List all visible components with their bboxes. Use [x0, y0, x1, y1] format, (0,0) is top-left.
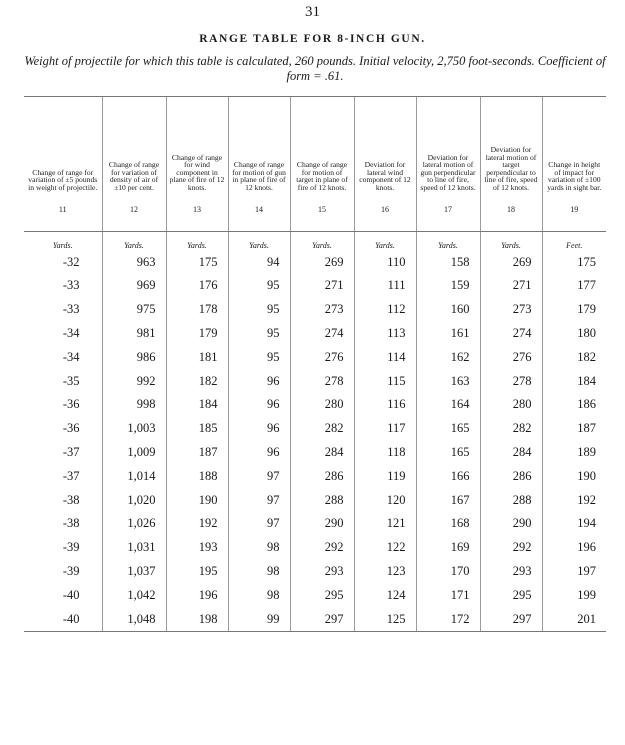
table-cell: 293 — [290, 559, 354, 583]
table-cell: 273 — [290, 297, 354, 321]
column-header: Deviation for lateral motion of gun perpendicular to line of fire, speed of 12 knots. — [416, 97, 480, 206]
table-cell: 159 — [416, 274, 480, 297]
table-cell: 186 — [542, 393, 606, 416]
table-cell: 184 — [166, 393, 228, 416]
table-cell: 194 — [542, 512, 606, 535]
table-cell: 177 — [542, 274, 606, 297]
table-cell: 992 — [102, 369, 166, 393]
table-cell: 172 — [416, 607, 480, 632]
column-number: 19 — [542, 205, 606, 232]
table-cell: 98 — [228, 583, 290, 607]
table-row — [24, 369, 606, 393]
table-cell: 110 — [354, 250, 416, 274]
table-cell: 297 — [480, 607, 542, 632]
table-cell: 96 — [228, 440, 290, 464]
table-cell: 271 — [290, 274, 354, 297]
table-cell: 975 — [102, 297, 166, 321]
table-row — [24, 274, 606, 297]
table-cell: 98 — [228, 559, 290, 583]
table-cell: 1,037 — [102, 559, 166, 583]
table-cell: 117 — [354, 416, 416, 440]
table-row — [24, 416, 606, 440]
column-header: Deviation for lateral wind component of 12 knots. — [354, 97, 416, 206]
table-cell: -38 — [62, 516, 80, 530]
table-cell: 198 — [166, 607, 228, 632]
table-cell: 168 — [416, 512, 480, 535]
table-cell: 284 — [290, 440, 354, 464]
table-cell: 114 — [354, 345, 416, 369]
table-cell: 182 — [166, 369, 228, 393]
table-cell: 998 — [102, 393, 166, 416]
table-cell: 158 — [416, 250, 480, 274]
table-cell: 165 — [416, 416, 480, 440]
table-cell: 113 — [354, 321, 416, 345]
column-unit: Yards. — [166, 232, 228, 251]
table-cell: 96 — [228, 393, 290, 416]
table-cell: 162 — [416, 345, 480, 369]
table-cell: 280 — [480, 393, 542, 416]
page-number: 31 — [305, 4, 320, 20]
table-cell: -36 — [62, 397, 80, 411]
table-cell: 169 — [416, 535, 480, 559]
column-unit: Yards. — [228, 232, 290, 251]
table-cell: -37 — [62, 468, 80, 483]
table-cell: 1,026 — [102, 512, 166, 535]
table-cell: 182 — [542, 345, 606, 369]
table-cell: 282 — [480, 416, 542, 440]
table-row — [24, 559, 606, 583]
table-cell: -40 — [62, 587, 80, 602]
table-cell: 175 — [542, 250, 606, 274]
table-cell: 193 — [166, 535, 228, 559]
column-header: Change of range for motion of target in plane of fire of 12 knots. — [290, 97, 354, 206]
table-cell: 1,048 — [102, 607, 166, 632]
table-cell: 164 — [416, 393, 480, 416]
table-cell: 184 — [542, 369, 606, 393]
table-cell: 290 — [480, 512, 542, 535]
table-cell: 190 — [166, 488, 228, 512]
table-cell: -37 — [62, 444, 80, 459]
table-cell: 94 — [228, 250, 290, 274]
table-cell: -39 — [62, 563, 80, 578]
column-number: 12 — [102, 205, 166, 232]
table-cell: 284 — [480, 440, 542, 464]
table-row — [24, 488, 606, 512]
table-cell: 99 — [228, 607, 290, 632]
table-cell: 116 — [354, 393, 416, 416]
column-unit: Yards. — [416, 232, 480, 251]
range-table — [24, 96, 606, 632]
table-cell: 163 — [416, 369, 480, 393]
table-cell: 1,042 — [102, 583, 166, 607]
table-row — [24, 250, 606, 274]
column-number: 11 — [24, 205, 102, 232]
table-cell: 1,014 — [102, 464, 166, 488]
table-cell: 179 — [166, 321, 228, 345]
table-cell: 282 — [290, 416, 354, 440]
table-cell: 176 — [166, 274, 228, 297]
table-cell: 190 — [542, 464, 606, 488]
table-cell: 963 — [102, 250, 166, 274]
table-cell: -35 — [62, 373, 80, 388]
table-cell: -33 — [62, 278, 80, 292]
table-cell: 274 — [480, 321, 542, 345]
table-cell: 125 — [354, 607, 416, 632]
table-cell: 161 — [416, 321, 480, 345]
table-cell: 288 — [290, 488, 354, 512]
table-cell: 1,003 — [102, 416, 166, 440]
column-header: Change of range for variation of ±5 pounds in weight of projectile. — [24, 97, 102, 206]
table-cell: 189 — [542, 440, 606, 464]
column-unit: Yards. — [480, 232, 542, 251]
column-unit: Yards. — [52, 241, 73, 250]
table-cell: 1,009 — [102, 440, 166, 464]
column-unit: Feet. — [542, 232, 606, 251]
table-cell: 111 — [354, 274, 416, 297]
table-cell: 192 — [166, 512, 228, 535]
table-cell: 121 — [354, 512, 416, 535]
table-cell: 167 — [416, 488, 480, 512]
table-cell: 986 — [102, 345, 166, 369]
table-cell: 175 — [166, 250, 228, 274]
table-row — [24, 440, 606, 464]
column-unit: Yards. — [290, 232, 354, 251]
table-cell: 278 — [290, 369, 354, 393]
table-cell: 165 — [416, 440, 480, 464]
table-cell: 178 — [166, 297, 228, 321]
table-cell: 97 — [228, 464, 290, 488]
table-cell: -34 — [62, 325, 80, 340]
table-cell: -39 — [62, 539, 80, 554]
table-cell: 269 — [480, 250, 542, 274]
table-cell: 97 — [228, 512, 290, 535]
column-header: Change in height of impact for variation of ±100 yards in sight bar. — [542, 97, 606, 206]
column-number: 18 — [480, 205, 542, 232]
table-cell: 292 — [480, 535, 542, 559]
table-cell: 123 — [354, 559, 416, 583]
table-cell: 166 — [416, 464, 480, 488]
table-cell: 295 — [290, 583, 354, 607]
table-row — [24, 583, 606, 607]
table-row — [24, 607, 606, 632]
table-cell: -36 — [62, 420, 80, 435]
table-row — [24, 535, 606, 559]
column-header: Change of range for motion of gun in plane of fire of 12 knots. — [228, 97, 290, 206]
table-cell: 96 — [228, 369, 290, 393]
table-row — [24, 464, 606, 488]
table-cell: 195 — [166, 559, 228, 583]
table-cell: 95 — [228, 321, 290, 345]
column-unit: Yards. — [102, 232, 166, 251]
table-subtitle: Weight of projectile for which this table is calculated, 260 pounds. Initial velocity, 2,750 foot-seconds. Coefficient of form = .61. — [24, 54, 606, 83]
table-cell: -38 — [62, 492, 80, 507]
table-cell: 201 — [542, 607, 606, 632]
table-cell: 981 — [102, 321, 166, 345]
column-header: Change of range for wind component in plane of fire of 12 knots. — [166, 97, 228, 206]
table-cell: 181 — [166, 345, 228, 369]
table-cell: 269 — [290, 250, 354, 274]
table-cell: 120 — [354, 488, 416, 512]
table-cell: 124 — [354, 583, 416, 607]
table-cell: 293 — [480, 559, 542, 583]
table-cell: 290 — [290, 512, 354, 535]
table-cell: 187 — [542, 416, 606, 440]
table-cell: 118 — [354, 440, 416, 464]
table-row — [24, 321, 606, 345]
table-cell: 278 — [480, 369, 542, 393]
table-cell: 188 — [166, 464, 228, 488]
table-cell: 295 — [480, 583, 542, 607]
table-cell: 170 — [416, 559, 480, 583]
column-number: 17 — [416, 205, 480, 232]
table-row — [24, 393, 606, 416]
table-cell: 286 — [480, 464, 542, 488]
column-number: 13 — [166, 205, 228, 232]
column-header: Change of range for variation of density of air of ±10 per cent. — [102, 97, 166, 206]
table-cell: 196 — [166, 583, 228, 607]
table-cell: -40 — [24, 607, 102, 632]
table-cell: 297 — [290, 607, 354, 632]
table-cell: 122 — [354, 535, 416, 559]
table-cell: 192 — [542, 488, 606, 512]
table-cell: 276 — [480, 345, 542, 369]
table-cell: 196 — [542, 535, 606, 559]
table-cell: 96 — [228, 416, 290, 440]
table-cell: -33 — [62, 301, 80, 316]
table-cell: -34 — [62, 349, 80, 364]
table-cell: 171 — [416, 583, 480, 607]
table-cell: 95 — [228, 297, 290, 321]
table-cell: 273 — [480, 297, 542, 321]
table-cell: 180 — [542, 321, 606, 345]
table-cell: 160 — [416, 297, 480, 321]
table-cell: 271 — [480, 274, 542, 297]
table-cell: 187 — [166, 440, 228, 464]
page-title: RANGE TABLE FOR 8-INCH GUN. — [199, 33, 426, 45]
table-cell: 969 — [102, 274, 166, 297]
column-number: 15 — [290, 205, 354, 232]
table-row — [24, 297, 606, 321]
table-cell: -32 — [62, 254, 80, 269]
table-row — [24, 512, 606, 535]
column-header: Deviation for lateral motion of target perpendicular to line of fire, speed of 12 knots. — [480, 97, 542, 206]
table-cell: 112 — [354, 297, 416, 321]
table-cell: 280 — [290, 393, 354, 416]
table-cell: 276 — [290, 345, 354, 369]
table-cell: 115 — [354, 369, 416, 393]
table-row — [24, 345, 606, 369]
table-cell: 288 — [480, 488, 542, 512]
table-cell: 1,031 — [102, 535, 166, 559]
table-cell: 179 — [542, 297, 606, 321]
table-cell: 286 — [290, 464, 354, 488]
column-number: 14 — [228, 205, 290, 232]
table-cell: 97 — [228, 488, 290, 512]
table-cell: 98 — [228, 535, 290, 559]
table-cell: 197 — [542, 559, 606, 583]
table-cell: 274 — [290, 321, 354, 345]
table-cell: 119 — [354, 464, 416, 488]
table-cell: 292 — [290, 535, 354, 559]
column-number: 16 — [354, 205, 416, 232]
table-cell: 1,020 — [102, 488, 166, 512]
table-cell: 199 — [542, 583, 606, 607]
column-unit: Yards. — [354, 232, 416, 251]
table-cell: 95 — [228, 274, 290, 297]
table-cell: 95 — [228, 345, 290, 369]
table-cell: 185 — [166, 416, 228, 440]
